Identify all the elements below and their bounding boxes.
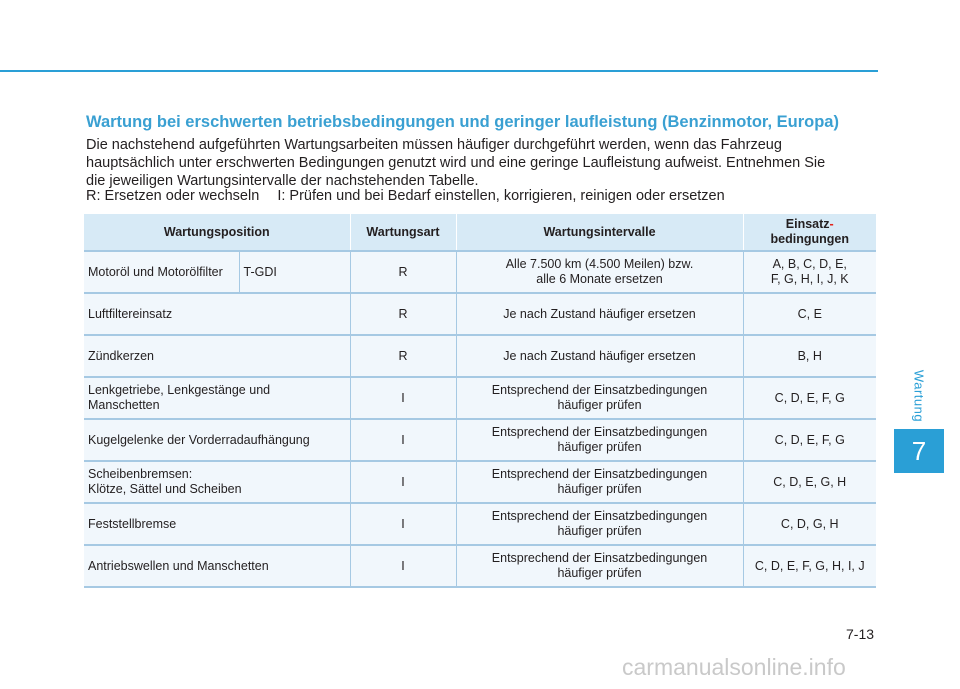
- cell-type: R: [350, 251, 456, 293]
- header-type: Wartungsart: [350, 214, 456, 251]
- interval-line: Entsprechend der Einsatzbedingungen: [491, 383, 708, 397]
- legend-r: R: Ersetzen oder wechseln: [86, 188, 260, 204]
- cell-interval: [456, 419, 743, 461]
- cell-type: I: [350, 377, 456, 419]
- cell-conditions: C, D, E, F, G: [743, 419, 876, 461]
- interval-line: Entsprechend der Einsatzbedingungen: [491, 509, 708, 523]
- interval-line: häufiger prüfen: [557, 440, 642, 454]
- intro-line: die jeweiligen Wartungsintervalle der nachstehenden Tabelle.: [86, 173, 479, 189]
- header-conditions-hyphen: -: [829, 217, 834, 231]
- header-position: Wartungsposition: [84, 214, 350, 251]
- intro-line: hauptsächlich unter erschwerten Bedingungen genutzt wird und eine geringe Laufleistung aufweist. Entnehmen Sie: [86, 155, 826, 171]
- cell-type: R: [350, 335, 456, 377]
- table-row: [84, 419, 876, 461]
- legend-i: I: Prüfen und bei Bedarf einstellen, korrigieren, reinigen oder ersetzen: [277, 188, 725, 204]
- cell-interval: [456, 545, 743, 587]
- cell-position: [84, 377, 350, 419]
- chapter-label: Wartung: [911, 369, 927, 423]
- position-line: Scheibenbremsen:: [88, 467, 193, 481]
- chapter-tab[interactable]: 7: [894, 429, 944, 473]
- table-row: [84, 251, 876, 293]
- position-line: Manschetten: [88, 398, 160, 412]
- table-header-row: [84, 214, 876, 251]
- conditions-line: F, G, H, I, J, K: [770, 272, 849, 286]
- interval-line: häufiger prüfen: [557, 524, 642, 538]
- cell-interval: [456, 377, 743, 419]
- interval-line: häufiger prüfen: [557, 566, 642, 580]
- cell-subposition: T-GDI: [239, 251, 350, 293]
- cell-type: I: [350, 503, 456, 545]
- intro-line: Die nachstehend aufgeführten Wartungsarbeiten müssen häufiger durchgeführt werden, wenn das Fahrzeug: [86, 137, 782, 153]
- interval-line: Entsprechend der Einsatzbedingungen: [491, 467, 708, 481]
- interval-line: häufiger prüfen: [557, 398, 642, 412]
- interval-line: Entsprechend der Einsatzbedingungen: [491, 425, 708, 439]
- cell-interval: [456, 461, 743, 503]
- legend-line: [86, 188, 725, 204]
- cell-position: Motoröl und Motorölfilter: [84, 251, 239, 293]
- header-interval: Wartungsintervalle: [456, 214, 743, 251]
- cell-interval: Je nach Zustand häufiger ersetzen: [456, 335, 743, 377]
- table-row: [84, 545, 876, 587]
- cell-position: [84, 461, 350, 503]
- table-row: [84, 293, 876, 335]
- page-number: 7-13: [846, 626, 875, 642]
- cell-type: R: [350, 293, 456, 335]
- cell-position: Antriebswellen und Manschetten: [84, 545, 350, 587]
- interval-line: Entsprechend der Einsatzbedingungen: [491, 551, 708, 565]
- interval-line: Alle 7.500 km (4.500 Meilen) bzw.: [505, 257, 694, 271]
- cell-conditions: [743, 251, 876, 293]
- table-row: [84, 503, 876, 545]
- conditions-line: A, B, C, D, E,: [772, 257, 847, 271]
- table-row: [84, 377, 876, 419]
- table-row: [84, 335, 876, 377]
- intro-text: [86, 136, 878, 190]
- cell-type: I: [350, 461, 456, 503]
- cell-type: I: [350, 419, 456, 461]
- cell-conditions: C, D, E, F, G, H, I, J: [743, 545, 876, 587]
- cell-conditions: C, E: [743, 293, 876, 335]
- cell-conditions: C, D, E, G, H: [743, 461, 876, 503]
- cell-position: Feststellbremse: [84, 503, 350, 545]
- position-line: Lenkgetriebe, Lenkgestänge und: [88, 383, 271, 397]
- cell-interval: Je nach Zustand häufiger ersetzen: [456, 293, 743, 335]
- cell-conditions: C, D, G, H: [743, 503, 876, 545]
- watermark: carmanualsonline.info: [622, 654, 846, 680]
- cell-interval: [456, 503, 743, 545]
- header-conditions: [743, 214, 876, 251]
- cell-conditions: B, H: [743, 335, 876, 377]
- header-conditions-part2: bedingungen: [770, 232, 849, 246]
- section-heading: Wartung bei erschwerten betriebsbedingungen und geringer laufleistung (Benzinmotor, Europa): [86, 113, 839, 131]
- header-conditions-part1: Einsatz: [785, 217, 830, 231]
- cell-conditions: C, D, E, F, G: [743, 377, 876, 419]
- table-row: [84, 461, 876, 503]
- cell-position: Luftfiltereinsatz: [84, 293, 350, 335]
- position-line: Klötze, Sättel und Scheiben: [88, 482, 242, 496]
- top-rule: [0, 70, 878, 72]
- cell-position: Zündkerzen: [84, 335, 350, 377]
- maintenance-table: [84, 214, 876, 588]
- cell-position: Kugelgelenke der Vorderradaufhängung: [84, 419, 350, 461]
- cell-type: I: [350, 545, 456, 587]
- interval-line: alle 6 Monate ersetzen: [536, 272, 663, 286]
- interval-line: häufiger prüfen: [557, 482, 642, 496]
- cell-interval: [456, 251, 743, 293]
